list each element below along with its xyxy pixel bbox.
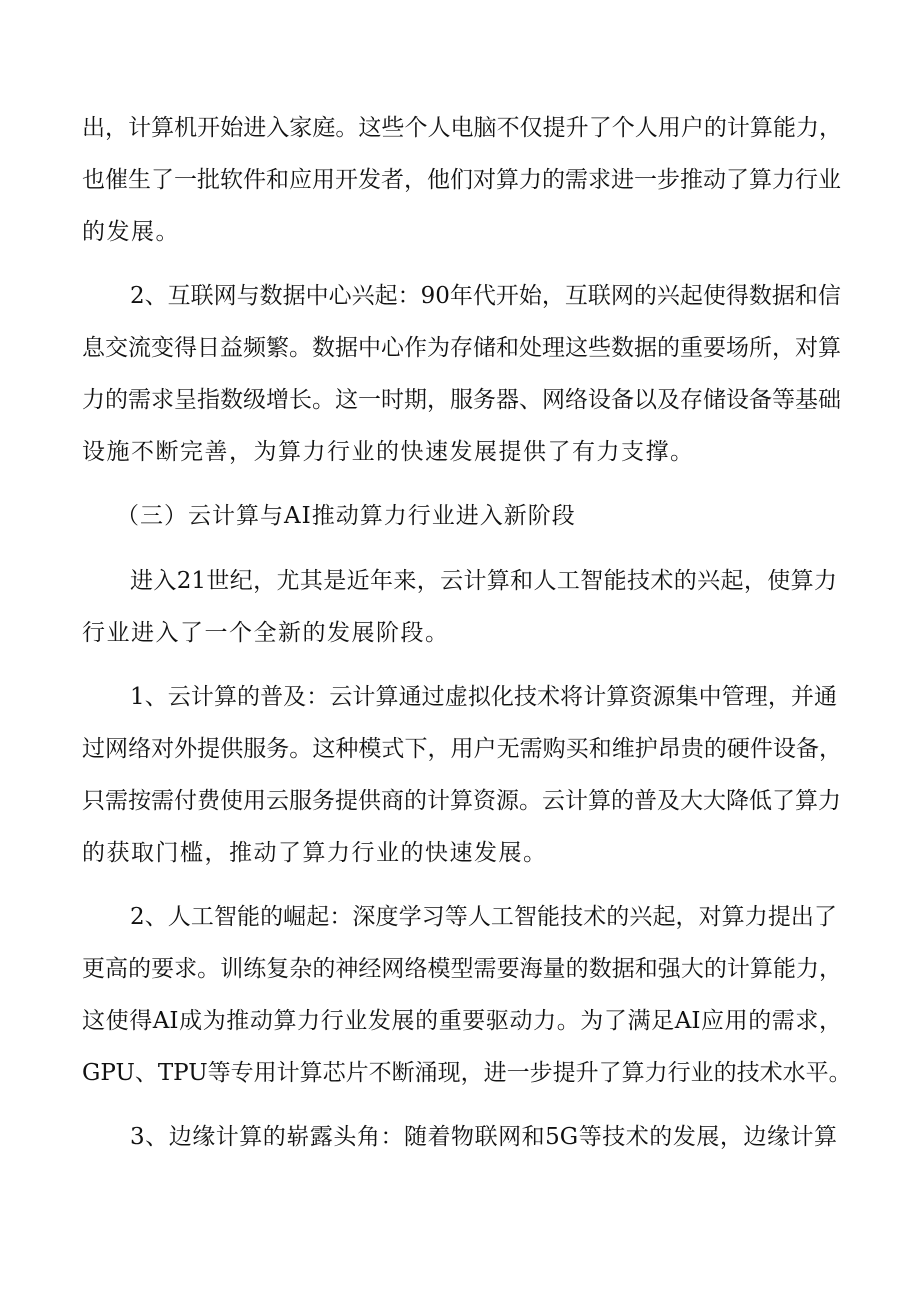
- paragraph-line: 也催生了一批软件和应用开发者，他们对算力的需求进一步推动了算力行业: [82, 167, 841, 193]
- paragraph-line: 过网络对外提供服务。这种模式下，用户无需购买和维护昂贵的硬件设备，: [82, 736, 842, 762]
- paragraph-line: GPU、TPU等专用计算芯片不断涌现，进一步提升了算力行业的技术水平。: [82, 1060, 852, 1086]
- paragraph-line: 这使得AI成为推动算力行业发展的重要驱动力。为了满足AI应用的需求，: [82, 1008, 842, 1034]
- paragraph-line: 只需按需付费使用云服务提供商的计算资源。云计算的普及大大降低了算力: [82, 788, 841, 814]
- paragraph-line: 1、云计算的普及：云计算通过虚拟化技术将计算资源集中管理，并通: [130, 684, 837, 710]
- paragraph-line: 出，计算机开始进入家庭。这些个人电脑不仅提升了个人用户的计算能力，: [82, 115, 842, 141]
- paragraph-line: 2、人工智能的崛起：深度学习等人工智能技术的兴起，对算力提出了: [130, 904, 837, 930]
- paragraph-line: 2、互联网与数据中心兴起：90年代开始，互联网的兴起使得数据和信: [130, 283, 841, 309]
- paragraph-line: 力的需求呈指数级增长。这一时期，服务器、网络设备以及存储设备等基础: [82, 387, 841, 413]
- paragraph-line: 设施不断完善，为算力行业的快速发展提供了有力支撑。: [82, 439, 695, 465]
- paragraph-line: 息交流变得日益频繁。数据中心作为存储和处理这些数据的重要场所，对算: [82, 335, 841, 361]
- paragraph-line: 的获取门槛，推动了算力行业的快速发展。: [82, 840, 548, 866]
- paragraph-line: 行业进入了一个全新的发展阶段。: [82, 620, 450, 646]
- paragraph-line: 的发展。: [82, 219, 180, 245]
- paragraph-line: 3、边缘计算的崭露头角：随着物联网和5G等技术的发展，边缘计算: [130, 1124, 837, 1150]
- paragraph-line: 更高的要求。训练复杂的神经网络模型需要海量的数据和强大的计算能力，: [82, 956, 842, 982]
- paragraph-line: 进入21世纪，尤其是近年来，云计算和人工智能技术的兴起，使算力: [130, 568, 837, 594]
- section-heading-text: （三）云计算与AI推动算力行业进入新阶段: [116, 503, 576, 529]
